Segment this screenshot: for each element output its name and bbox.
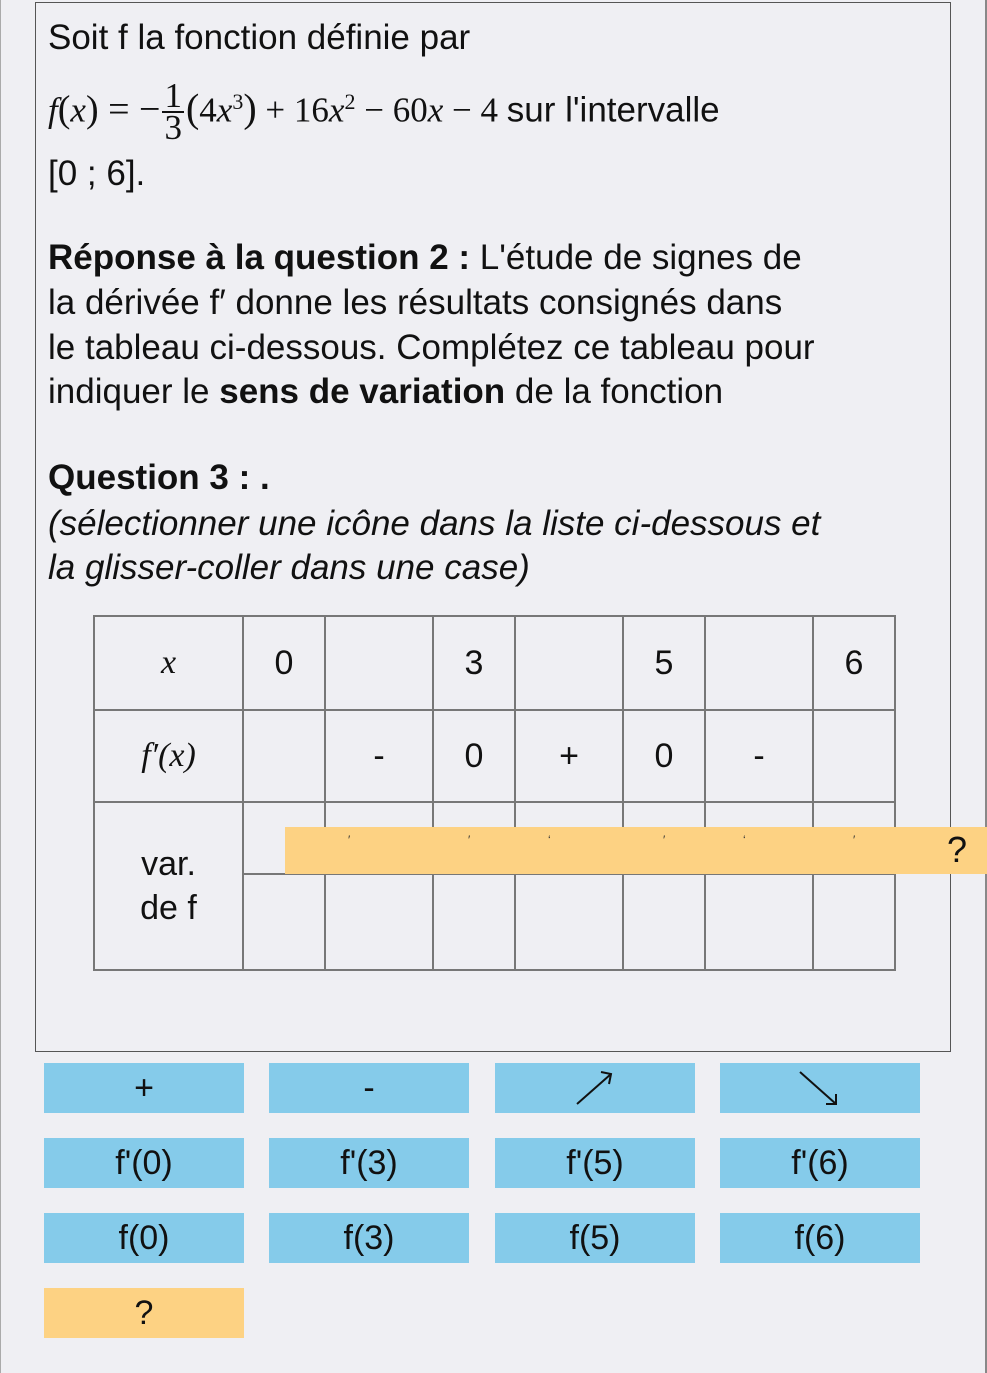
function-definition: f(x) = − $\frac{1}{3}$ $(4x^3) + 16x^2 - 60x - 4$ sur l'intervalle [48,76,720,148]
cell-var-header [94,802,243,970]
answer2-text4c: de la fonction [505,372,724,411]
drop-cell-bottom-1[interactable] [325,874,433,970]
answer2-line1 [48,236,802,280]
band-question-mark: ? [946,829,967,870]
tile-fprime-0[interactable]: f'(0) [44,1138,244,1188]
question3-instruction2: la glisser-coller dans une case) [48,548,530,587]
var-label-2: de f [140,889,197,927]
cell-x-3: 3 [433,616,515,710]
cell-x-6: 6 [813,616,895,710]
tick-mark: ′ [663,833,666,847]
tick-mark: ′ [853,833,856,847]
tile-arrow-down[interactable] [720,1063,920,1113]
tile-fprime-3[interactable]: f'(3) [269,1138,469,1188]
answer2-line4 [48,370,723,414]
drop-cell-bottom-3[interactable] [515,874,623,970]
interval-text: sur l'intervalle [506,90,720,130]
question3-title: Question 3 : . [48,458,270,497]
tick-mark: ‘ [548,833,551,847]
variation-table [93,615,896,971]
var-label-1: var. [141,845,196,883]
function-formula: f [48,90,58,130]
tile-f-5[interactable]: f(5) [495,1213,695,1263]
question3-instruction1: (sélectionner une icône dans la liste ci-dessous et [48,504,821,543]
answer2-text4a: indiquer le [48,372,220,411]
table-row-x [94,616,895,710]
tile-f-6[interactable]: f(6) [720,1213,920,1263]
cell-x-0: 0 [243,616,325,710]
answer2-line2: la dérivée f′ donne les résultats consignés dans [48,283,783,322]
tile-question[interactable]: ? [44,1288,244,1338]
cell-x-5: 5 [623,616,705,710]
cell-x-gap3 [705,616,813,710]
table-row-fprime [94,710,895,802]
cell-x-gap2 [515,616,623,710]
cell-x-header: x [94,616,243,710]
cell-fprime-sign3: - [705,710,813,802]
answer2-line3: le tableau ci-dessous. Complétez ce tableau pour [48,328,815,367]
drop-cell-bottom-2[interactable] [433,874,515,970]
fraction-one-third: $\frac{1}{3}$ [164,76,182,148]
tile-f-3[interactable]: f(3) [269,1213,469,1263]
arrow-down-right-icon [790,1066,850,1110]
question3-label [48,456,270,500]
intro-line [48,16,470,60]
answer2-emphasis: sens de variation [219,372,506,411]
tile-arrow-up[interactable] [495,1063,695,1113]
drop-cell-bottom-6[interactable] [813,874,895,970]
cell-fprime-0 [243,710,325,802]
drop-cell-bottom-0[interactable] [243,874,325,970]
tile-f-0[interactable]: f(0) [44,1213,244,1263]
drop-cell-bottom-5[interactable] [705,874,813,970]
cell-fprime-sign1: - [325,710,433,802]
arrow-up-right-icon [565,1066,625,1110]
answer2-label: Réponse à la question 2 : [48,238,471,277]
cell-fprime-6 [813,710,895,802]
tile-plus[interactable]: + [44,1063,244,1113]
cell-fprime-header: f′(x) [94,710,243,802]
cell-fprime-5: 0 [623,710,705,802]
dragging-highlight-band[interactable] [285,827,987,874]
tile-fprime-6[interactable]: f'(6) [720,1138,920,1188]
interval: [0 ; 6]. [48,154,146,193]
cell-fprime-sign2: + [515,710,623,802]
drop-cell-bottom-4[interactable] [623,874,705,970]
tile-minus[interactable]: - [269,1063,469,1113]
cell-fprime-3: 0 [433,710,515,802]
tick-mark: ′ [348,833,351,847]
page-left-border [0,0,1,1373]
cell-x-gap1 [325,616,433,710]
intro-text: Soit f la fonction définie par [48,18,471,57]
answer2-text1: L'étude de signes de [470,238,802,277]
tick-mark: ′ [468,833,471,847]
tile-fprime-5[interactable]: f'(5) [495,1138,695,1188]
tick-mark: ‘ [743,833,746,847]
